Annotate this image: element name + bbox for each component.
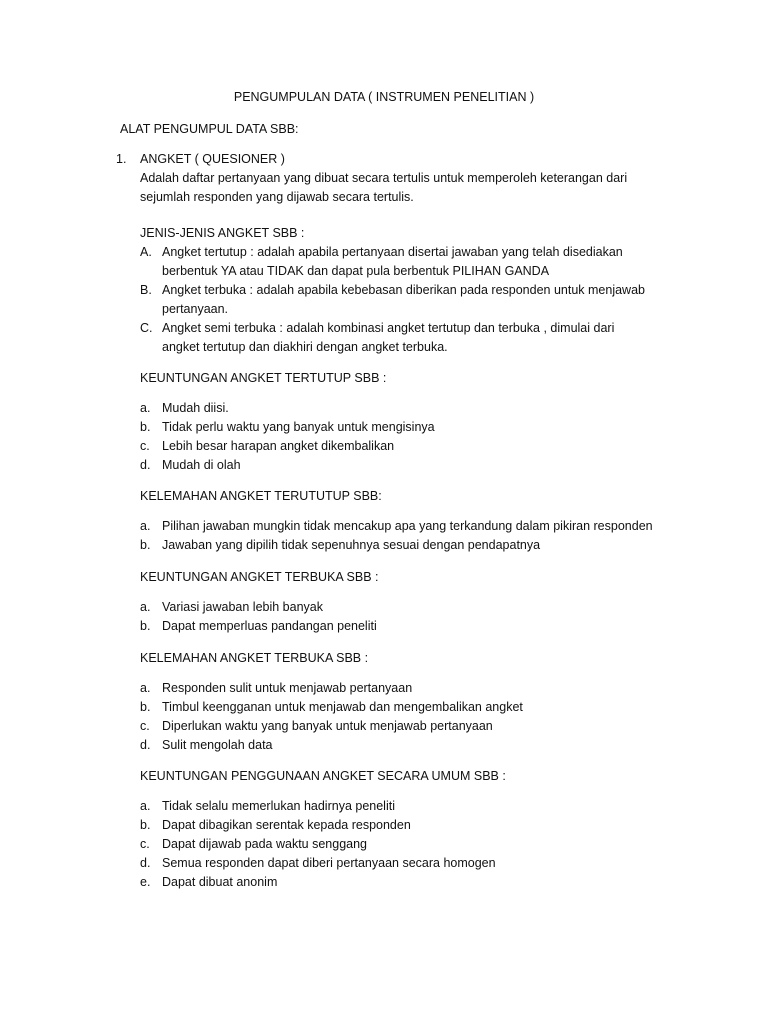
definition-line: sejumlah responden yang dijawab secara tertulis. xyxy=(140,190,414,204)
list-item-text: Dapat dibagikan serentak kepada responden xyxy=(162,818,411,832)
page-title: PENGUMPULAN DATA ( INSTRUMEN PENELITIAN ) xyxy=(233,90,535,104)
list-item-text: Angket tertutup : adalah apabila pertanyaan disertai jawaban yang telah disediakan xyxy=(162,245,623,259)
list-item-text: Jawaban yang dipilih tidak sepenuhnya sesuai dengan pendapatnya xyxy=(162,538,541,552)
list-marker: a. xyxy=(140,519,151,533)
list-item-text: Lebih besar harapan angket dikembalikan xyxy=(162,439,395,453)
section-heading: KEUNTUNGAN ANGKET TERTUTUP SBB : xyxy=(140,371,387,385)
list-marker: a. xyxy=(140,799,151,813)
list-item-text: Variasi jawaban lebih banyak xyxy=(162,600,323,614)
list-item-text: Diperlukan waktu yang banyak untuk menjawab pertanyaan xyxy=(162,719,493,733)
list-marker: e. xyxy=(140,875,151,889)
list-marker: a. xyxy=(140,681,151,695)
section-heading: KEUNTUNGAN PENGGUNAAN ANGKET SECARA UMUM SBB : xyxy=(140,769,506,783)
list-marker: b. xyxy=(140,818,151,832)
list-marker: d. xyxy=(140,458,151,472)
section-heading: JENIS-JENIS ANGKET SBB : xyxy=(140,226,305,240)
list-item-text: Angket terbuka : adalah apabila kebebasan diberikan pada responden untuk menjawab xyxy=(162,283,645,297)
list-item-text: Tidak selalu memerlukan hadirnya peneliti xyxy=(162,799,395,813)
list-marker: a. xyxy=(140,401,151,415)
list-marker: C. xyxy=(140,321,153,335)
section-heading: KELEMAHAN ANGKET TERUTUTUP SBB: xyxy=(140,489,382,503)
list-item-text: berbentuk YA atau TIDAK dan dapat pula berbentuk PILIHAN GANDA xyxy=(162,264,550,278)
list-item-text: Mudah diisi. xyxy=(162,401,229,415)
intro-heading: ALAT PENGUMPUL DATA SBB: xyxy=(120,122,299,136)
list-marker: d. xyxy=(140,738,151,752)
list-item-text: Semua responden dapat diberi pertanyaan secara homogen xyxy=(162,856,496,870)
list-item-text: pertanyaan. xyxy=(162,302,229,316)
section-heading: ANGKET ( QUESIONER ) xyxy=(140,152,285,166)
list-marker: d. xyxy=(140,856,151,870)
list-item-text: Dapat memperluas pandangan peneliti xyxy=(162,619,377,633)
list-item-text: Pilihan jawaban mungkin tidak mencakup apa yang terkandung dalam pikiran responden xyxy=(162,519,653,533)
list-item-text: Tidak perlu waktu yang banyak untuk mengisinya xyxy=(162,420,435,434)
list-item-text: Responden sulit untuk menjawab pertanyaan xyxy=(162,681,413,695)
list-marker: c. xyxy=(140,837,150,851)
section-heading: KEUNTUNGAN ANGKET TERBUKA SBB : xyxy=(140,570,379,584)
list-item-text: Sulit mengolah data xyxy=(162,738,273,752)
list-marker: b. xyxy=(140,700,151,714)
list-item-text: Dapat dijawab pada waktu senggang xyxy=(162,837,368,851)
list-marker: A. xyxy=(140,245,152,259)
list-marker: b. xyxy=(140,619,151,633)
list-item-text: Angket semi terbuka : adalah kombinasi angket tertutup dan terbuka , dimulai dari xyxy=(162,321,615,335)
list-marker: a. xyxy=(140,600,151,614)
list-item-text: angket tertutup dan diakhiri dengan angket terbuka. xyxy=(162,340,448,354)
list-marker: B. xyxy=(140,283,152,297)
list-marker: b. xyxy=(140,538,151,552)
list-marker: b. xyxy=(140,420,151,434)
list-item-text: Timbul keengganan untuk menjawab dan mengembalikan angket xyxy=(162,700,523,714)
list-marker: c. xyxy=(140,439,150,453)
definition-line: Adalah daftar pertanyaan yang dibuat secara tertulis untuk memperoleh keterangan dari xyxy=(140,171,628,185)
section-number: 1. xyxy=(116,152,127,166)
section-heading: KELEMAHAN ANGKET TERBUKA SBB : xyxy=(140,651,369,665)
list-item-text: Mudah di olah xyxy=(162,458,241,472)
list-item-text: Dapat dibuat anonim xyxy=(162,875,278,889)
list-marker: c. xyxy=(140,719,150,733)
